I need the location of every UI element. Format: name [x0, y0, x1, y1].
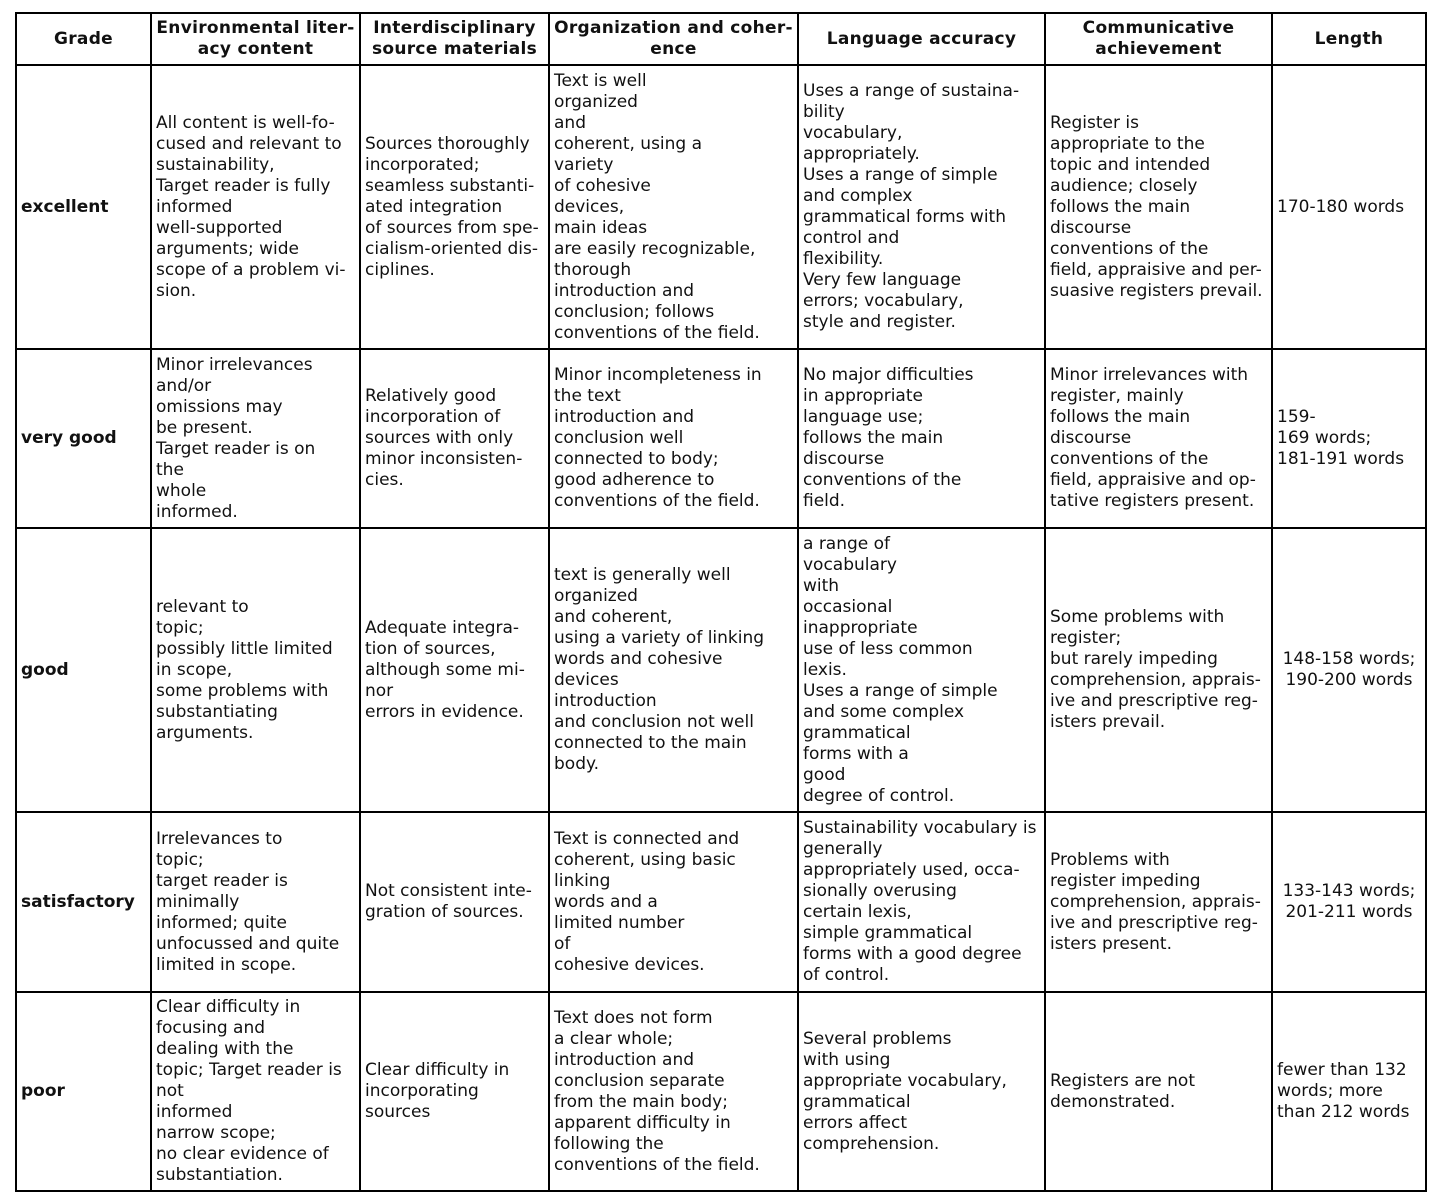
language-cell: No major difficulties in appropriate language use; follows the main discourse conventions of the field.: [798, 349, 1045, 528]
sources-cell: Adequate integra- tion of sources, although some mi- nor errors in evidence.: [360, 528, 549, 812]
organization-cell: Minor incompleteness in the text introduction and conclusion well connected to body; good adherence to conventions of the field.: [549, 349, 798, 528]
organization-cell: text is generally well organized and coherent, using a variety of linking words and cohesive devices introduction and conclusion not well connected to the main body.: [549, 528, 798, 812]
header-organization: Organization and coher- ence: [549, 13, 798, 65]
table-row: [16, 349, 1426, 528]
communicative-cell: Registers are not demonstrated.: [1045, 992, 1272, 1191]
content-cell: relevant to topic; possibly little limited in scope, some problems with substantiating arguments.: [151, 528, 360, 812]
sources-cell: Relatively good incorporation of sources with only minor inconsisten- cies.: [360, 349, 549, 528]
table-row: [16, 812, 1426, 992]
header-communicative-achievement: Communicative achievement: [1045, 13, 1272, 65]
header-row: [16, 13, 1426, 65]
communicative-cell: Minor irrelevances with register, mainly follows the main discourse conventions of the field, appraisive and op- tative registers present.: [1045, 349, 1272, 528]
language-cell: Several problems with using appropriate vocabulary, grammatical errors affect comprehension.: [798, 992, 1045, 1191]
grade-cell: satisfactory: [16, 812, 151, 992]
length-cell: 159- 169 words; 181-191 words: [1272, 349, 1426, 528]
header-language-accuracy: Language accuracy: [798, 13, 1045, 65]
organization-cell: Text is connected and coherent, using basic linking words and a limited number of cohesive devices.: [549, 812, 798, 992]
organization-cell: Text is well organized and coherent, using a variety of cohesive devices, main ideas are easily recognizable, thorough introduction and conclusion; follows conventions of the field.: [549, 65, 798, 349]
language-cell: Uses a range of sustaina- bility vocabulary, appropriately. Uses a range of simple and complex grammatical forms with control and flexibility. Very few language errors; vocabulary, style and register.: [798, 65, 1045, 349]
grade-cell: very good: [16, 349, 151, 528]
language-cell: Sustainability vocabulary is generally appropriately used, occa- sionally overusing certain lexis, simple grammatical forms with a good degree of control.: [798, 812, 1045, 992]
communicative-cell: Problems with register impeding comprehension, apprais- ive and prescriptive reg- isters present.: [1045, 812, 1272, 992]
table-row: [16, 528, 1426, 812]
sources-cell: Clear difficulty in incorporating sources: [360, 992, 549, 1191]
communicative-cell: Some problems with register; but rarely impeding comprehension, apprais- ive and prescriptive reg- isters prevail.: [1045, 528, 1272, 812]
sources-cell: Not consistent inte- gration of sources.: [360, 812, 549, 992]
header-length: Length: [1272, 13, 1426, 65]
organization-cell: Text does not form a clear whole; introduction and conclusion separate from the main body; apparent difficulty in following the conventions of the field.: [549, 992, 798, 1191]
table-row: [16, 65, 1426, 349]
content-cell: Minor irrelevances and/or omissions may be present. Target reader is on the whole informed.: [151, 349, 360, 528]
grade-cell: good: [16, 528, 151, 812]
sources-cell: Sources thoroughly incorporated; seamless substanti- ated integration of sources from spe- cialism-oriented dis- ciplines.: [360, 65, 549, 349]
header-environmental-literacy: Environmental liter- acy content: [151, 13, 360, 65]
header-grade: Grade: [16, 13, 151, 65]
language-cell: a range of vocabulary with occasional inappropriate use of less common lexis. Uses a range of simple and some complex grammatical forms with a good degree of control.: [798, 528, 1045, 812]
length-cell: 133-143 words; 201-211 words: [1272, 812, 1426, 992]
grading-rubric-table: [15, 12, 1427, 1192]
length-cell: 170-180 words: [1272, 65, 1426, 349]
content-cell: Clear difficulty in focusing and dealing with the topic; Target reader is not informed narrow scope; no clear evidence of substantiation.: [151, 992, 360, 1191]
table-row: [16, 992, 1426, 1191]
length-cell: 148-158 words; 190-200 words: [1272, 528, 1426, 812]
grade-cell: poor: [16, 992, 151, 1191]
grade-cell: excellent: [16, 65, 151, 349]
communicative-cell: Register is appropriate to the topic and intended audience; closely follows the main discourse conventions of the field, appraisive and per- suasive registers prevail.: [1045, 65, 1272, 349]
content-cell: All content is well-fo- cused and relevant to sustainability, Target reader is fully informed well-supported arguments; wide scope of a problem vi- sion.: [151, 65, 360, 349]
content-cell: Irrelevances to topic; target reader is minimally informed; quite unfocussed and quite limited in scope.: [151, 812, 360, 992]
length-cell: fewer than 132 words; more than 212 words: [1272, 992, 1426, 1191]
header-interdisciplinary-sources: Interdisciplinary source materials: [360, 13, 549, 65]
